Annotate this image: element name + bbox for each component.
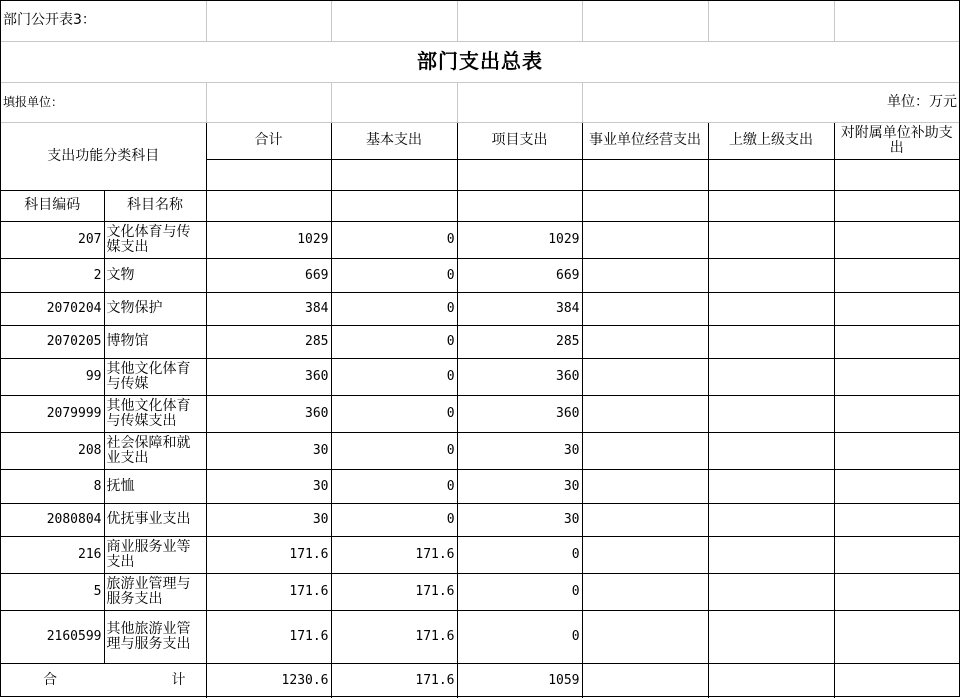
code-value: 216 [78, 547, 102, 562]
business-cell[interactable] [582, 325, 708, 358]
total-cell[interactable] [206, 325, 331, 358]
basic-cell[interactable] [331, 610, 457, 663]
empty-cell[interactable] [206, 1, 331, 41]
basic-cell[interactable] [331, 432, 457, 469]
total-sum-value: 1230.6 [281, 673, 329, 689]
data-rows [1, 221, 959, 663]
upper-cell[interactable] [708, 469, 834, 503]
project-cell[interactable] [457, 432, 582, 469]
empty-cell[interactable] [457, 190, 582, 221]
name-value: 其他旅游业管理与服务支出 [106, 620, 191, 652]
upper-cell[interactable] [708, 258, 834, 292]
project-value: 360 [556, 406, 580, 421]
basic-value: 171.6 [415, 629, 455, 644]
name-value: 抚恤 [106, 477, 135, 494]
total-value: 171.6 [289, 547, 329, 562]
business-cell[interactable] [582, 221, 708, 258]
empty-cell[interactable] [834, 1, 959, 41]
empty-cell[interactable] [206, 190, 331, 221]
code-value: 207 [78, 232, 102, 247]
unit-row [1, 82, 959, 122]
code-value: 2160599 [46, 629, 102, 644]
code-value: 2 [93, 267, 102, 283]
code-cell[interactable] [1, 432, 104, 469]
total-value: 171.6 [289, 584, 329, 599]
total-value: 30 [312, 512, 329, 527]
project-cell[interactable] [457, 469, 582, 503]
project-value: 0 [571, 547, 580, 562]
total-cell[interactable] [206, 503, 331, 536]
total-value: 360 [305, 406, 329, 421]
name-cell[interactable] [104, 536, 206, 573]
header-basic[interactable] [331, 122, 457, 159]
empty-cell[interactable] [708, 1, 834, 41]
total-value: 384 [305, 301, 329, 316]
empty-cell[interactable] [582, 190, 708, 221]
project-cell[interactable] [457, 395, 582, 432]
basic-value: 0 [446, 232, 455, 247]
project-cell[interactable] [457, 610, 582, 663]
name-cell[interactable] [104, 258, 206, 292]
business-cell[interactable] [582, 258, 708, 292]
table-row [1, 221, 959, 258]
name-value: 优抚事业支出 [106, 511, 191, 527]
basic-cell[interactable] [331, 292, 457, 325]
total-project[interactable] [457, 663, 582, 698]
basic-value: 0 [446, 512, 455, 527]
project-value: 669 [556, 267, 580, 283]
name-value: 旅游业管理与服务支出 [106, 575, 191, 607]
total-sum[interactable] [206, 663, 331, 698]
total-cell[interactable] [206, 469, 331, 503]
empty-cell[interactable] [708, 159, 834, 190]
basic-value: 0 [446, 443, 455, 458]
table-row [1, 292, 959, 325]
header-business[interactable] [582, 122, 708, 159]
subsidy-cell[interactable] [834, 395, 959, 432]
fill-unit-label: 填报单位： [3, 94, 64, 109]
subsidy-cell[interactable] [834, 573, 959, 610]
project-value: 0 [571, 584, 580, 599]
code-cell[interactable] [1, 536, 104, 573]
expense-table [1, 1, 959, 698]
empty-cell[interactable] [582, 663, 708, 698]
empty-cell[interactable] [457, 82, 582, 122]
code-value: 8 [93, 478, 102, 494]
code-cell[interactable] [1, 325, 104, 358]
basic-cell[interactable] [331, 469, 457, 503]
code-cell[interactable] [1, 358, 104, 395]
name-value: 其他文化体育与传媒支出 [106, 397, 191, 429]
basic-cell[interactable] [331, 221, 457, 258]
code-value: 2080804 [46, 512, 102, 527]
code-cell[interactable] [1, 573, 104, 610]
total-label-cell[interactable] [1, 663, 206, 698]
total-cell[interactable] [206, 292, 331, 325]
code-cell[interactable] [1, 221, 104, 258]
project-cell[interactable] [457, 573, 582, 610]
label-row [1, 1, 959, 41]
business-cell[interactable] [582, 292, 708, 325]
empty-cell[interactable] [582, 1, 708, 41]
total-value: 30 [312, 443, 329, 458]
code-cell[interactable] [1, 292, 104, 325]
code-cell[interactable] [1, 503, 104, 536]
title-row [1, 41, 959, 82]
table-row [1, 258, 959, 292]
total-cell[interactable] [206, 536, 331, 573]
fill-unit-cell[interactable] [1, 82, 206, 122]
business-cell[interactable] [582, 395, 708, 432]
header-name-label: 科目名称 [127, 197, 183, 213]
name-cell[interactable] [104, 469, 206, 503]
header-business-label: 事业单位经营支出 [589, 132, 702, 148]
unit-label: 单位：万元 [887, 93, 958, 110]
project-value: 285 [556, 334, 580, 349]
header-category-label: 支出功能分类科目 [47, 147, 160, 164]
table-row [1, 610, 959, 663]
basic-cell[interactable] [331, 536, 457, 573]
name-cell[interactable] [104, 395, 206, 432]
project-value: 30 [563, 443, 580, 458]
empty-cell[interactable] [708, 663, 834, 698]
total-cell[interactable] [206, 610, 331, 663]
basic-cell[interactable] [331, 503, 457, 536]
sheet-label: 部门公开表3： [3, 12, 96, 29]
total-basic[interactable] [331, 663, 457, 698]
name-cell[interactable] [104, 432, 206, 469]
table-row [1, 395, 959, 432]
code-cell[interactable] [1, 610, 104, 663]
name-cell[interactable] [104, 221, 206, 258]
empty-cell[interactable] [206, 159, 331, 190]
name-value: 博物馆 [106, 333, 149, 349]
project-value: 0 [571, 629, 580, 644]
total-cell[interactable] [206, 432, 331, 469]
project-cell[interactable] [457, 503, 582, 536]
empty-cell[interactable] [582, 159, 708, 190]
name-value: 商业服务业等支出 [106, 538, 191, 570]
upper-cell[interactable] [708, 221, 834, 258]
basic-cell[interactable] [331, 325, 457, 358]
project-value: 30 [563, 512, 580, 527]
empty-cell[interactable] [331, 82, 457, 122]
basic-cell[interactable] [331, 258, 457, 292]
code-value: 2070205 [46, 334, 102, 349]
total-value: 669 [305, 267, 329, 283]
header-row [1, 122, 959, 159]
empty-cell[interactable] [457, 1, 582, 41]
name-cell[interactable] [104, 610, 206, 663]
total-value: 360 [305, 369, 329, 384]
empty-cell[interactable] [834, 159, 959, 190]
name-value: 文物 [106, 266, 135, 283]
basic-value: 171.6 [415, 584, 455, 599]
total-cell[interactable] [206, 573, 331, 610]
header-basic-label: 基本支出 [366, 132, 423, 148]
total-value: 285 [305, 334, 329, 349]
basic-value: 0 [446, 267, 455, 283]
header-total[interactable] [206, 122, 331, 159]
upper-cell[interactable] [708, 325, 834, 358]
total-value: 171.6 [289, 629, 329, 644]
basic-cell[interactable] [331, 395, 457, 432]
upper-cell[interactable] [708, 573, 834, 610]
name-value: 文化体育与传媒支出 [106, 223, 191, 255]
project-cell[interactable] [457, 258, 582, 292]
project-cell[interactable] [457, 221, 582, 258]
page-title: 部门支出总表 [417, 49, 543, 73]
header-upper[interactable] [708, 122, 834, 159]
total-project-value: 1059 [548, 673, 580, 689]
business-cell[interactable] [582, 358, 708, 395]
table-row [1, 469, 959, 503]
project-value: 360 [556, 369, 580, 384]
header-subsidy[interactable] [834, 122, 959, 159]
total-row [1, 663, 959, 698]
code-value: 208 [78, 443, 102, 458]
upper-cell[interactable] [708, 292, 834, 325]
subsidy-cell[interactable] [834, 432, 959, 469]
header-project-label: 项目支出 [491, 132, 548, 148]
code-value: 5 [93, 584, 102, 599]
subheader-row [1, 190, 959, 221]
table-row [1, 325, 959, 358]
total-cell[interactable] [206, 258, 331, 292]
name-cell[interactable] [104, 292, 206, 325]
empty-cell[interactable] [206, 82, 331, 122]
table-row [1, 536, 959, 573]
basic-value: 0 [446, 334, 455, 349]
project-cell[interactable] [457, 292, 582, 325]
header-total-label: 合计 [254, 132, 283, 148]
project-value: 384 [556, 301, 580, 316]
project-cell[interactable] [457, 536, 582, 573]
basic-value: 0 [446, 369, 455, 384]
total-label-right: 计 [171, 672, 186, 689]
title-cell[interactable] [1, 41, 959, 82]
subsidy-cell[interactable] [834, 469, 959, 503]
empty-cell[interactable] [834, 663, 959, 698]
subsidy-cell[interactable] [834, 325, 959, 358]
total-label-left: 合 [43, 672, 57, 689]
name-cell[interactable] [104, 325, 206, 358]
upper-cell[interactable] [708, 536, 834, 573]
subsidy-cell[interactable] [834, 503, 959, 536]
unit-cell[interactable] [582, 82, 959, 122]
sheet-label-cell[interactable] [1, 1, 206, 41]
name-cell[interactable] [104, 358, 206, 395]
name-value: 文物保护 [106, 300, 163, 316]
business-cell[interactable] [582, 432, 708, 469]
table-row [1, 358, 959, 395]
code-value: 2079999 [46, 406, 102, 421]
header-category[interactable] [1, 122, 206, 190]
empty-cell[interactable] [331, 1, 457, 41]
table-row [1, 503, 959, 536]
total-value: 30 [312, 478, 329, 494]
subsidy-cell[interactable] [834, 610, 959, 663]
project-value: 1029 [548, 232, 580, 247]
header-name[interactable] [104, 190, 206, 221]
empty-cell[interactable] [708, 190, 834, 221]
name-cell[interactable] [104, 503, 206, 536]
basic-value: 171.6 [415, 547, 455, 562]
code-cell[interactable] [1, 469, 104, 503]
basic-value: 0 [446, 406, 455, 421]
code-value: 2070204 [46, 301, 102, 316]
basic-value: 0 [446, 478, 455, 494]
business-cell[interactable] [582, 503, 708, 536]
subsidy-cell[interactable] [834, 536, 959, 573]
code-cell[interactable] [1, 395, 104, 432]
total-cell[interactable] [206, 221, 331, 258]
empty-cell[interactable] [331, 190, 457, 221]
subsidy-cell[interactable] [834, 221, 959, 258]
name-value: 社会保障和就业支出 [106, 434, 191, 466]
header-subsidy-label: 对附属单位补助支出 [840, 124, 953, 156]
header-upper-label: 上缴上级支出 [729, 132, 814, 148]
upper-cell[interactable] [708, 610, 834, 663]
subsidy-cell[interactable] [834, 358, 959, 395]
upper-cell[interactable] [708, 432, 834, 469]
code-value: 99 [85, 369, 102, 384]
name-cell[interactable] [104, 573, 206, 610]
empty-cell[interactable] [331, 159, 457, 190]
business-cell[interactable] [582, 469, 708, 503]
header-code[interactable] [1, 190, 104, 221]
upper-cell[interactable] [708, 358, 834, 395]
business-cell[interactable] [582, 573, 708, 610]
business-cell[interactable] [582, 536, 708, 573]
upper-cell[interactable] [708, 395, 834, 432]
total-cell[interactable] [206, 358, 331, 395]
basic-value: 0 [446, 301, 455, 316]
total-value: 1029 [297, 232, 329, 247]
basic-cell[interactable] [331, 358, 457, 395]
name-value: 其他文化体育与传媒 [106, 360, 191, 392]
empty-cell[interactable] [834, 190, 959, 221]
subsidy-cell[interactable] [834, 292, 959, 325]
code-cell[interactable] [1, 258, 104, 292]
business-cell[interactable] [582, 610, 708, 663]
total-cell[interactable] [206, 395, 331, 432]
table-row [1, 432, 959, 469]
subsidy-cell[interactable] [834, 258, 959, 292]
project-cell[interactable] [457, 358, 582, 395]
table-row [1, 573, 959, 610]
header-project[interactable] [457, 122, 582, 159]
project-value: 30 [563, 478, 580, 494]
total-basic-value: 171.6 [415, 673, 455, 689]
project-cell[interactable] [457, 325, 582, 358]
empty-cell[interactable] [457, 159, 582, 190]
upper-cell[interactable] [708, 503, 834, 536]
basic-cell[interactable] [331, 573, 457, 610]
header-code-label: 科目编码 [24, 197, 81, 213]
